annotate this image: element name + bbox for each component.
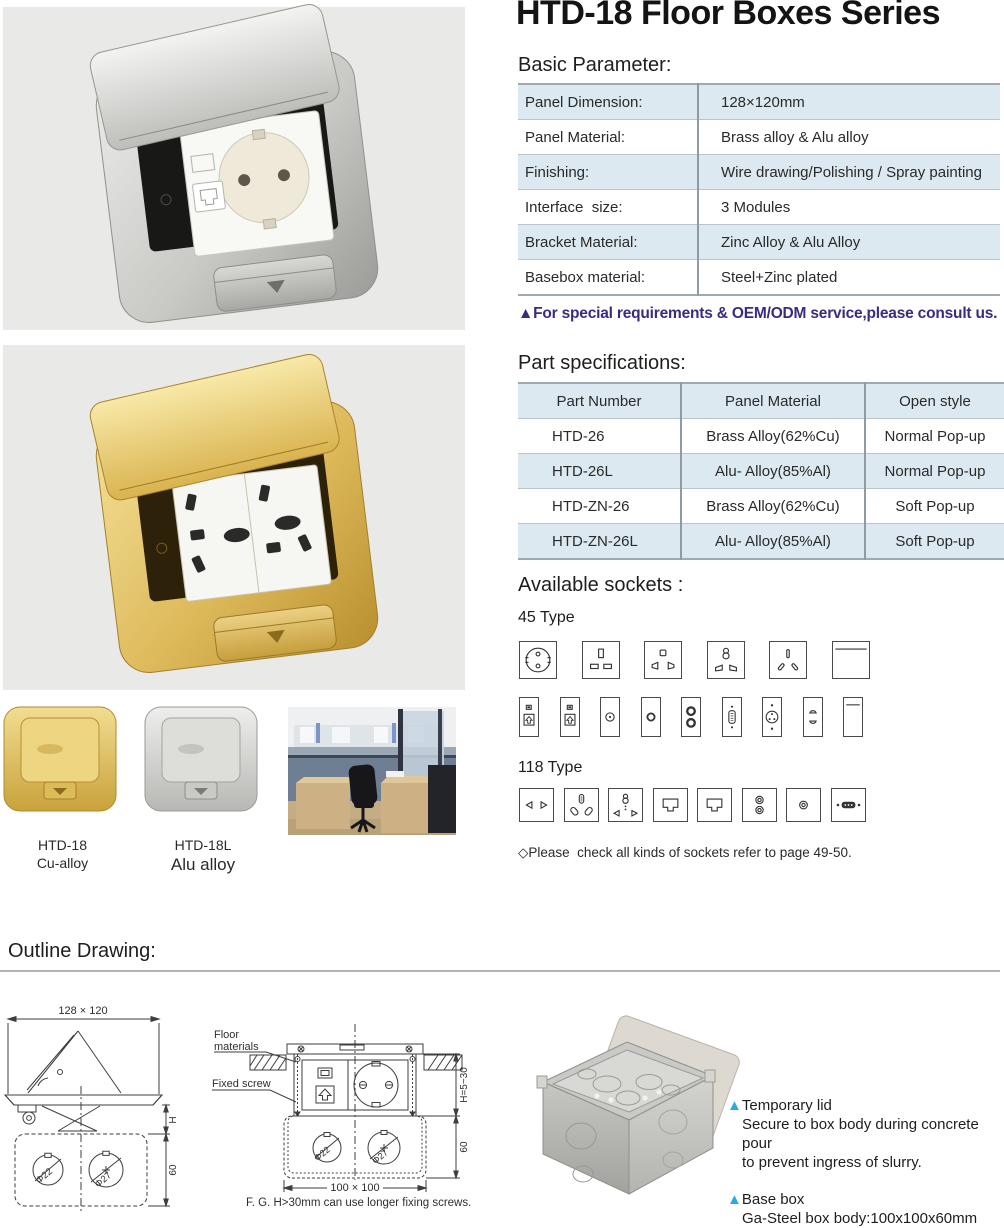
rj45-jack-icon [653, 788, 688, 822]
caption-htd18l [148, 836, 258, 876]
usb-module-icon [560, 697, 580, 737]
special-requirements-note: ▲For special requirements & OEM/ODM service,please consult us. [518, 305, 998, 322]
part-number: HTD-ZN-26L [518, 524, 681, 560]
fg-note: F. G. H>30mm can use longer fixing screws. [246, 1197, 472, 1209]
basic-parameter-heading: Basic Parameter: [518, 54, 672, 76]
param-label: Panel Dimension: [518, 84, 698, 120]
small-photo-htd18l-silver [140, 704, 262, 818]
open-style: Normal Pop-up [865, 419, 1004, 454]
param-value: Steel+Zinc plated [698, 260, 1000, 296]
brass-floorbox-illustration [3, 345, 465, 690]
sat-socket-icon [641, 697, 661, 737]
param-label: Bracket Material: [518, 225, 698, 260]
table-row [518, 120, 1000, 155]
panel-material: Alu- Alloy(85%Al) [681, 454, 865, 489]
cn-3pin-socket-icon [769, 641, 807, 679]
page-title: HTD-18 Floor Boxes Series [516, 0, 940, 32]
floor-materials-label: Floor [214, 1029, 240, 1041]
product-photo-steel-floorbox [3, 7, 465, 330]
table-header-row [518, 383, 1004, 419]
annotation-line: Ga-Steel box body:100x100x60mm [742, 1210, 978, 1227]
param-value: Brass alloy & Alu alloy [698, 120, 1000, 155]
panel-material: Brass Alloy(62%Cu) [681, 489, 865, 524]
open-style: Normal Pop-up [865, 454, 1004, 489]
annotation-line: to prevent ingress of slurry. [742, 1154, 922, 1171]
annotation-base-box [727, 1190, 999, 1228]
base-box-annotations [727, 1096, 999, 1228]
dim-label: H=5~30 [459, 1067, 470, 1103]
table-row [518, 524, 1004, 560]
sockets-note: ◇Please check all kinds of sockets refer to page 49-50. [518, 845, 852, 860]
two-pin-flat-icon [519, 788, 554, 822]
available-sockets-heading: Available sockets : [518, 574, 684, 596]
part-specifications-table [518, 382, 1004, 560]
fixed-screw-label: Fixed screw [212, 1078, 271, 1090]
column-header: Open style [865, 383, 1004, 419]
twin-flat-icon [803, 697, 823, 737]
dim-label: 60 [459, 1141, 470, 1153]
panel-material: Brass Alloy(62%Cu) [681, 419, 865, 454]
part-number: HTD-26L [518, 454, 681, 489]
open-style: Soft Pop-up [865, 524, 1004, 560]
steel-floorbox-illustration [3, 7, 465, 330]
param-label: Basebox material: [518, 260, 698, 296]
model-name: HTD-18 [37, 837, 87, 853]
vga-port-icon [831, 788, 866, 822]
param-value: Wire drawing/Polishing / Spray painting [698, 155, 1000, 190]
dim-label: H [168, 1116, 179, 1124]
outline-drawing-heading: Outline Drawing: [8, 940, 156, 962]
table-row [518, 155, 1000, 190]
table-row [518, 419, 1004, 454]
universal-socket-icon [644, 641, 682, 679]
table-row [518, 454, 1004, 489]
table-row [518, 84, 1000, 120]
model-name: HTD-18L [174, 837, 232, 853]
model-material: Alu alloy [170, 855, 236, 875]
three-pin-icon [564, 788, 599, 822]
table-row [518, 489, 1004, 524]
part-number: HTD-26 [518, 419, 681, 454]
annotation-title: Base box [741, 1191, 805, 1208]
annotation-temporary-lid [727, 1096, 999, 1172]
type45-label: 45 Type [518, 609, 575, 626]
model-material: Cu-alloy [36, 855, 89, 872]
dim-label: 60 [168, 1164, 179, 1176]
small-photo-htd18-gold [0, 704, 120, 818]
uk-socket-icon [582, 641, 620, 679]
param-label: Finishing: [518, 155, 698, 190]
rca-audio-icon [681, 697, 701, 737]
type118-label: 118 Type [518, 759, 583, 776]
open-style: Soft Pop-up [865, 489, 1004, 524]
usb-module-icon [519, 697, 539, 737]
hole-label: Φ27 [370, 1147, 390, 1167]
dim-label: 128 × 120 [58, 1005, 108, 1017]
table-row [518, 190, 1000, 225]
column-header: Panel Material [681, 383, 865, 419]
round-3pin-icon [762, 697, 782, 737]
socket-row-45-modules [519, 697, 863, 737]
base-box-photo [527, 1026, 737, 1208]
side-view-drawing [2, 998, 187, 1214]
triangle-marker-icon: ▲ [727, 1191, 742, 1208]
product-photo-brass-floorbox [3, 345, 465, 690]
param-label: Interface size: [518, 190, 698, 225]
part-number: HTD-ZN-26 [518, 489, 681, 524]
hole-label: Φ22 [312, 1144, 332, 1164]
blank-plate-icon [832, 641, 870, 679]
floor-materials-label: materials [214, 1041, 259, 1053]
socket-row-45-large [519, 641, 870, 679]
part-specifications-heading: Part specifications: [518, 352, 686, 374]
cross-section-drawing [210, 1008, 474, 1210]
table-row [518, 260, 1000, 296]
column-header: Part Number [556, 392, 642, 410]
dim-label: 100 × 100 [330, 1182, 380, 1194]
schuko-socket-icon [519, 641, 557, 679]
rca-double-icon [742, 788, 777, 822]
annotation-line: Secure to box body during concrete pour [742, 1116, 979, 1152]
param-label: Panel Material: [518, 120, 698, 155]
hole-label: Φ22 [33, 1166, 55, 1187]
rj45-jack-icon [697, 788, 732, 822]
param-value: 128×120mm [721, 93, 805, 111]
socket-row-118 [519, 788, 866, 822]
table-row [518, 225, 1000, 260]
tv-single-icon [786, 788, 821, 822]
param-value: Zinc Alloy & Alu Alloy [698, 225, 1000, 260]
multi-socket-icon [707, 641, 745, 679]
triangle-marker-icon: ▲ [727, 1097, 742, 1114]
panel-material: Alu- Alloy(85%Al) [681, 524, 865, 560]
hole-label: Φ27 [92, 1170, 114, 1191]
annotation-title: Temporary lid [741, 1097, 832, 1114]
office-application-photo [288, 707, 456, 835]
caption-htd18 [10, 836, 115, 872]
section-divider [0, 970, 1000, 972]
vga-module-icon [722, 697, 742, 737]
multi-pin-icon [608, 788, 643, 822]
param-value: 3 Modules [698, 190, 1000, 225]
blank-module-icon [843, 697, 863, 737]
tv-socket-icon [600, 697, 620, 737]
basic-parameter-table [518, 83, 1000, 296]
